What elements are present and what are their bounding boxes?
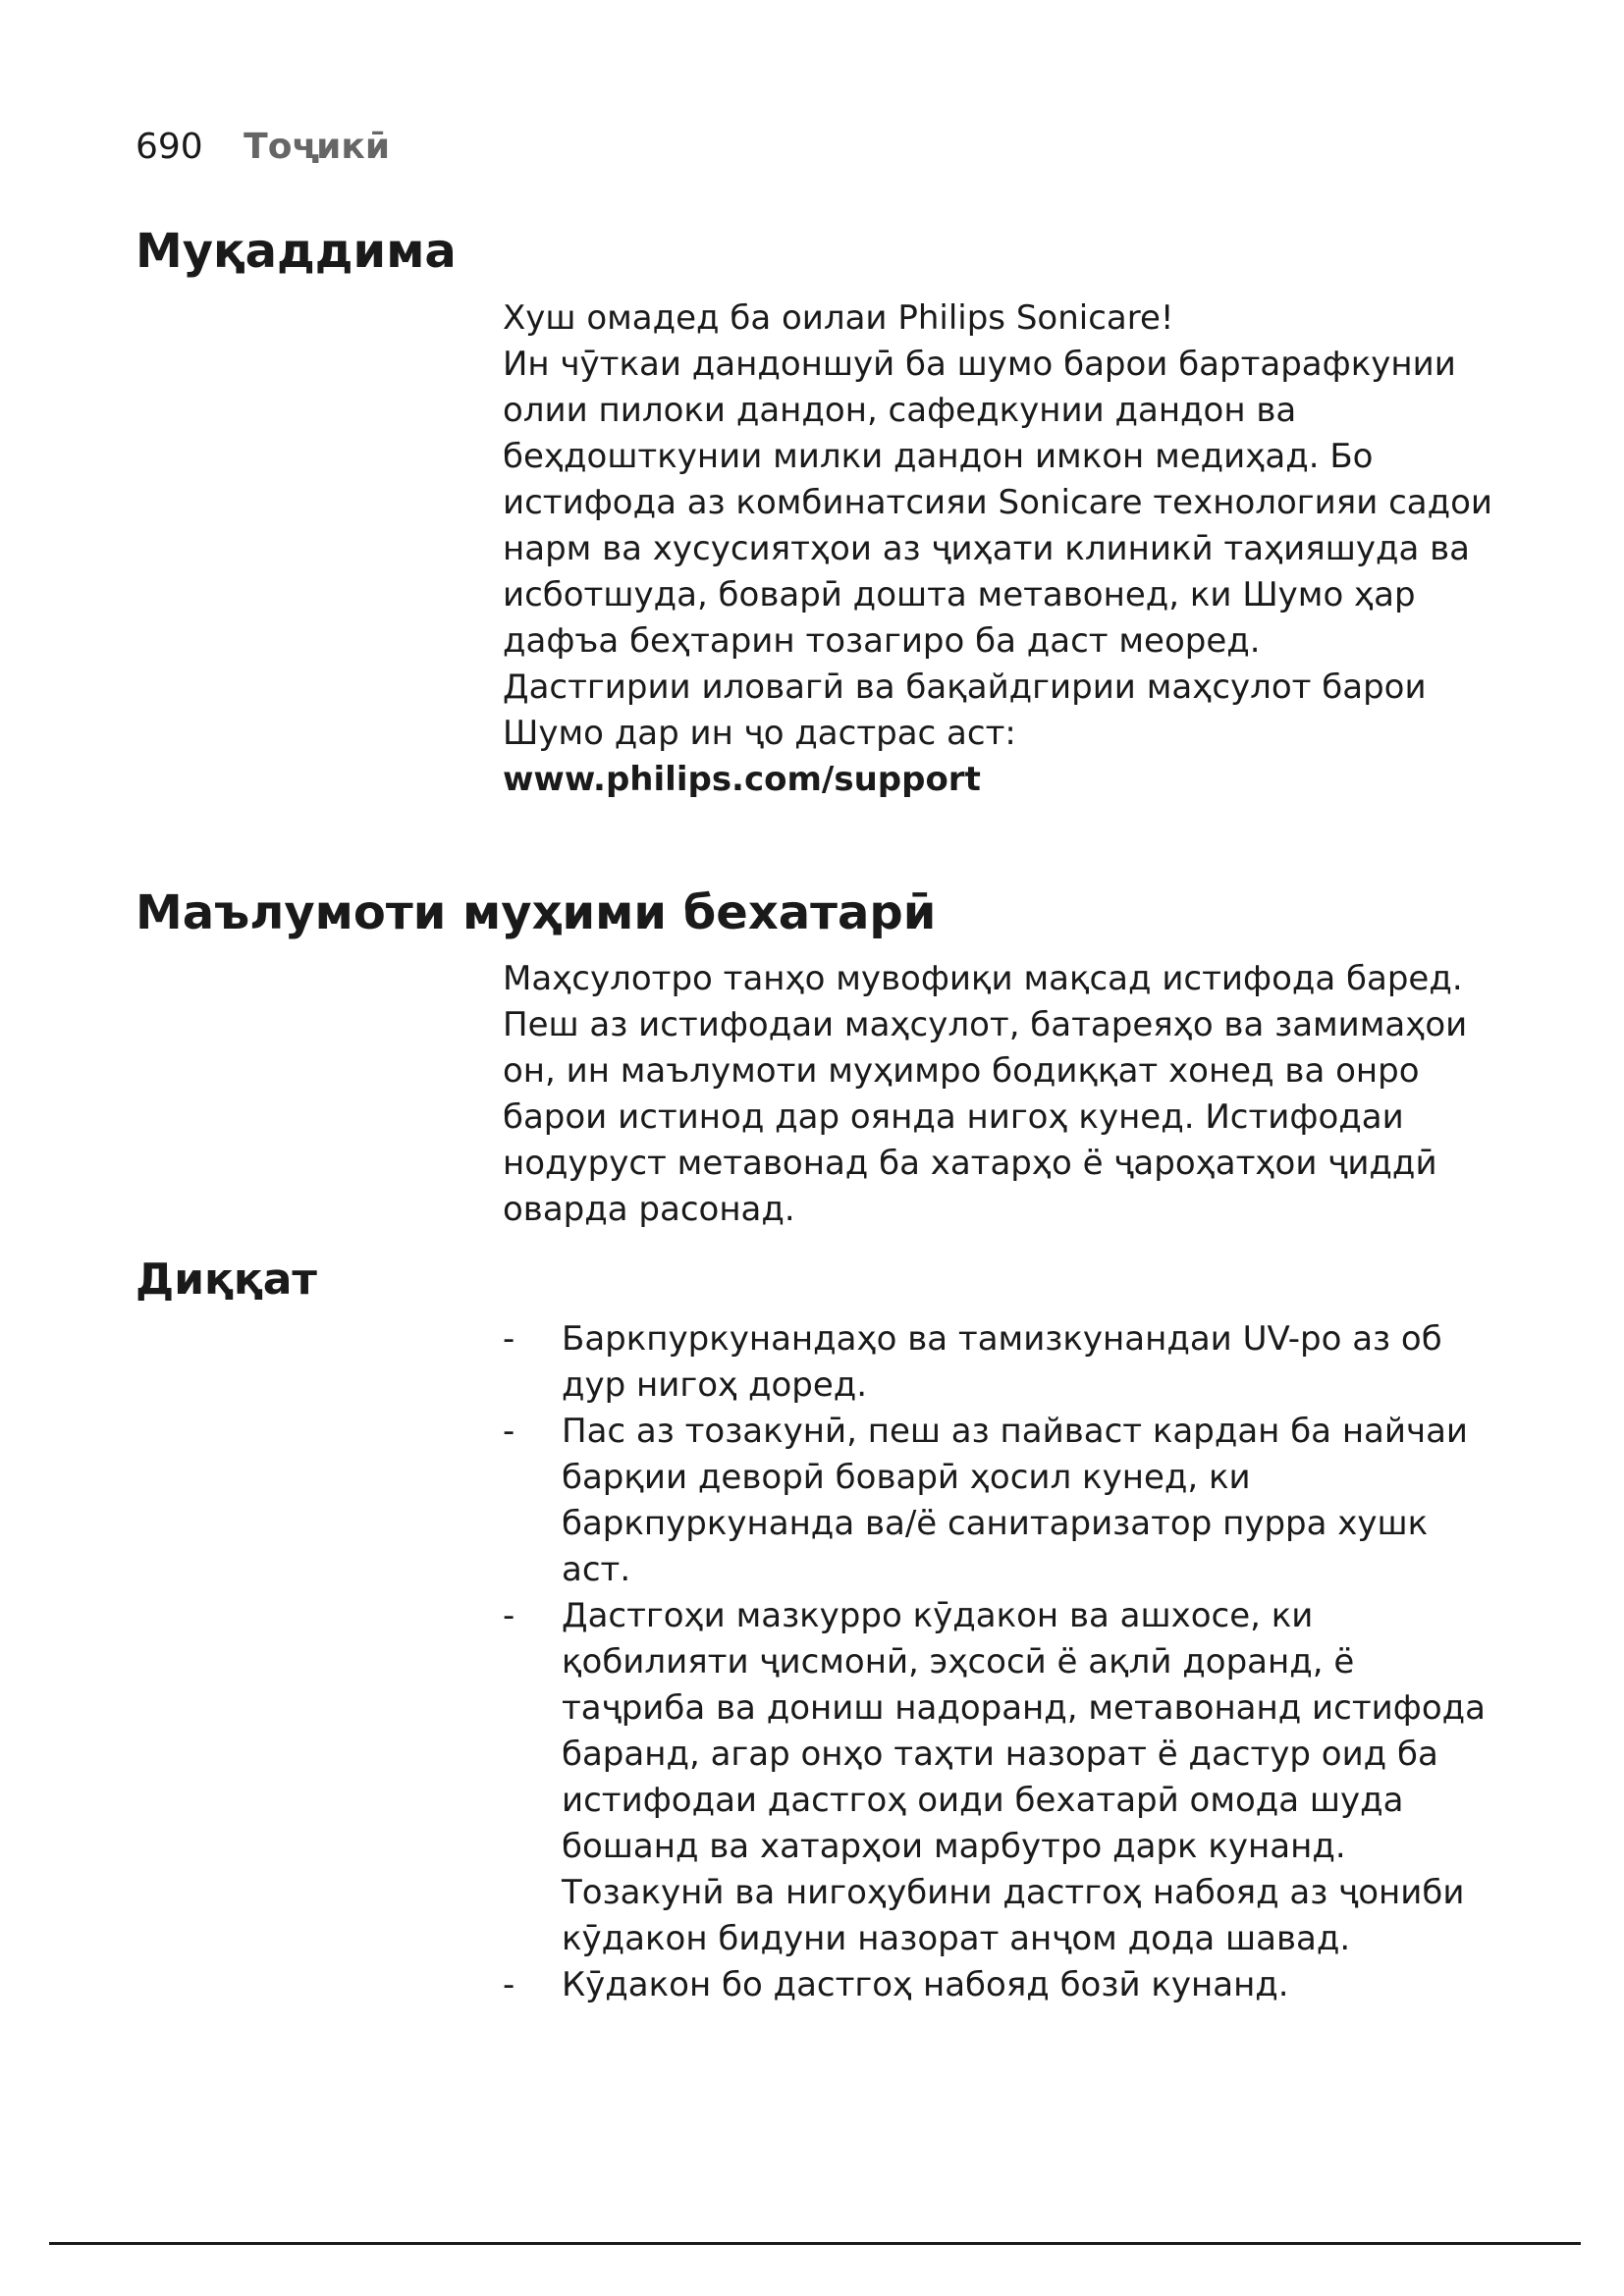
caution-list [503, 1316, 1494, 2008]
bullet-dash: - [503, 1319, 515, 1359]
caution-body [503, 1316, 1494, 2008]
list-item-text: Дастгоҳи мазкурро кӯдакон ва ашхосе, ки қобилияти ҷисмонӣ, эҳсосӣ ё ақлӣ доранд, ё таҷриба ва дониш надоранд, метавонанд истифода баранд, агар онҳо таҳти назорат ё дастур оид ба истифодаи дастгоҳ оиди бехатарӣ омода шуда бошанд ва хатарҳои марбутро дарк кунанд. Тозакунӣ ва нигоҳубини дастгоҳ набояд аз ҷониби кӯдакон бидуни назорат анҷом дода шавад. [562, 1596, 1486, 1958]
bullet-dash: - [503, 1965, 515, 2004]
list-item [503, 1409, 1494, 1593]
intro-support-text: Дастгирии иловагӣ ва бақайдгирии маҳсулот барои Шумо дар ин ҷо дастрас аст: [503, 667, 1427, 753]
bullet-dash: - [503, 1412, 515, 1451]
safety-title: Маълумоти муҳими бехатарӣ [135, 885, 937, 940]
list-item [503, 1593, 1494, 1962]
safety-text: Маҳсулотро танҳо мувофиқи мақсад истифода баред. Пеш аз истифодаи маҳсулот, батареяҳо ва замимаҳои он, ин маълумоти муҳимро бодиққат хонед ва онро барои истинод дар оянда нигоҳ кунед. Истифодаи нодуруст метавонад ба хатарҳо ё ҷароҳатҳои ҷиддӣ оварда расонад. [503, 959, 1468, 1229]
intro-title: Муқаддима [135, 224, 457, 279]
list-item-text: Баркпуркунандаҳо ва тамизкунандаи UV-ро аз об дур нигоҳ доред. [562, 1319, 1442, 1405]
bullet-dash: - [503, 1596, 515, 1635]
safety-body [503, 956, 1494, 1233]
caution-title: Диққат [135, 1255, 317, 1305]
intro-body [503, 295, 1494, 803]
list-item [503, 1962, 1494, 2008]
footer-rule [49, 2242, 1581, 2245]
list-item-text: Кӯдакон бо дастгоҳ набояд бозӣ кунанд. [562, 1965, 1289, 2004]
page-header [135, 124, 390, 171]
list-item-text: Пас аз тозакунӣ, пеш аз пайваст кардан ба найчаи барқии деворӣ боварӣ ҳосил кунед, ки баркпуркунанда ва/ё санитаризатор пурра хушк аст. [562, 1412, 1468, 1589]
list-item [503, 1316, 1494, 1409]
intro-description: Ин чӯткаи дандоншуӣ ба шумо барои бартарафкунии олии пилоки дандон, сафедкунии дандон ва беҳдошткунии милки дандон имкон медиҳад. Бо истифода аз комбинатсияи Sonicare технологияи садои нарм ва хусусиятҳои аз ҷиҳати клиникӣ таҳияшуда ва исботшуда, боварӣ дошта метавонед, ки Шумо ҳар дафъа беҳтарин тозагиро ба даст меоред. [503, 345, 1493, 661]
intro-welcome: Хуш омадед ба оилаи Philips Sonicare! [503, 298, 1174, 338]
support-link[interactable]: www.philips.com/support [503, 760, 981, 799]
language-label: Тоҷикӣ [244, 127, 391, 167]
page-number: 690 [135, 127, 203, 167]
